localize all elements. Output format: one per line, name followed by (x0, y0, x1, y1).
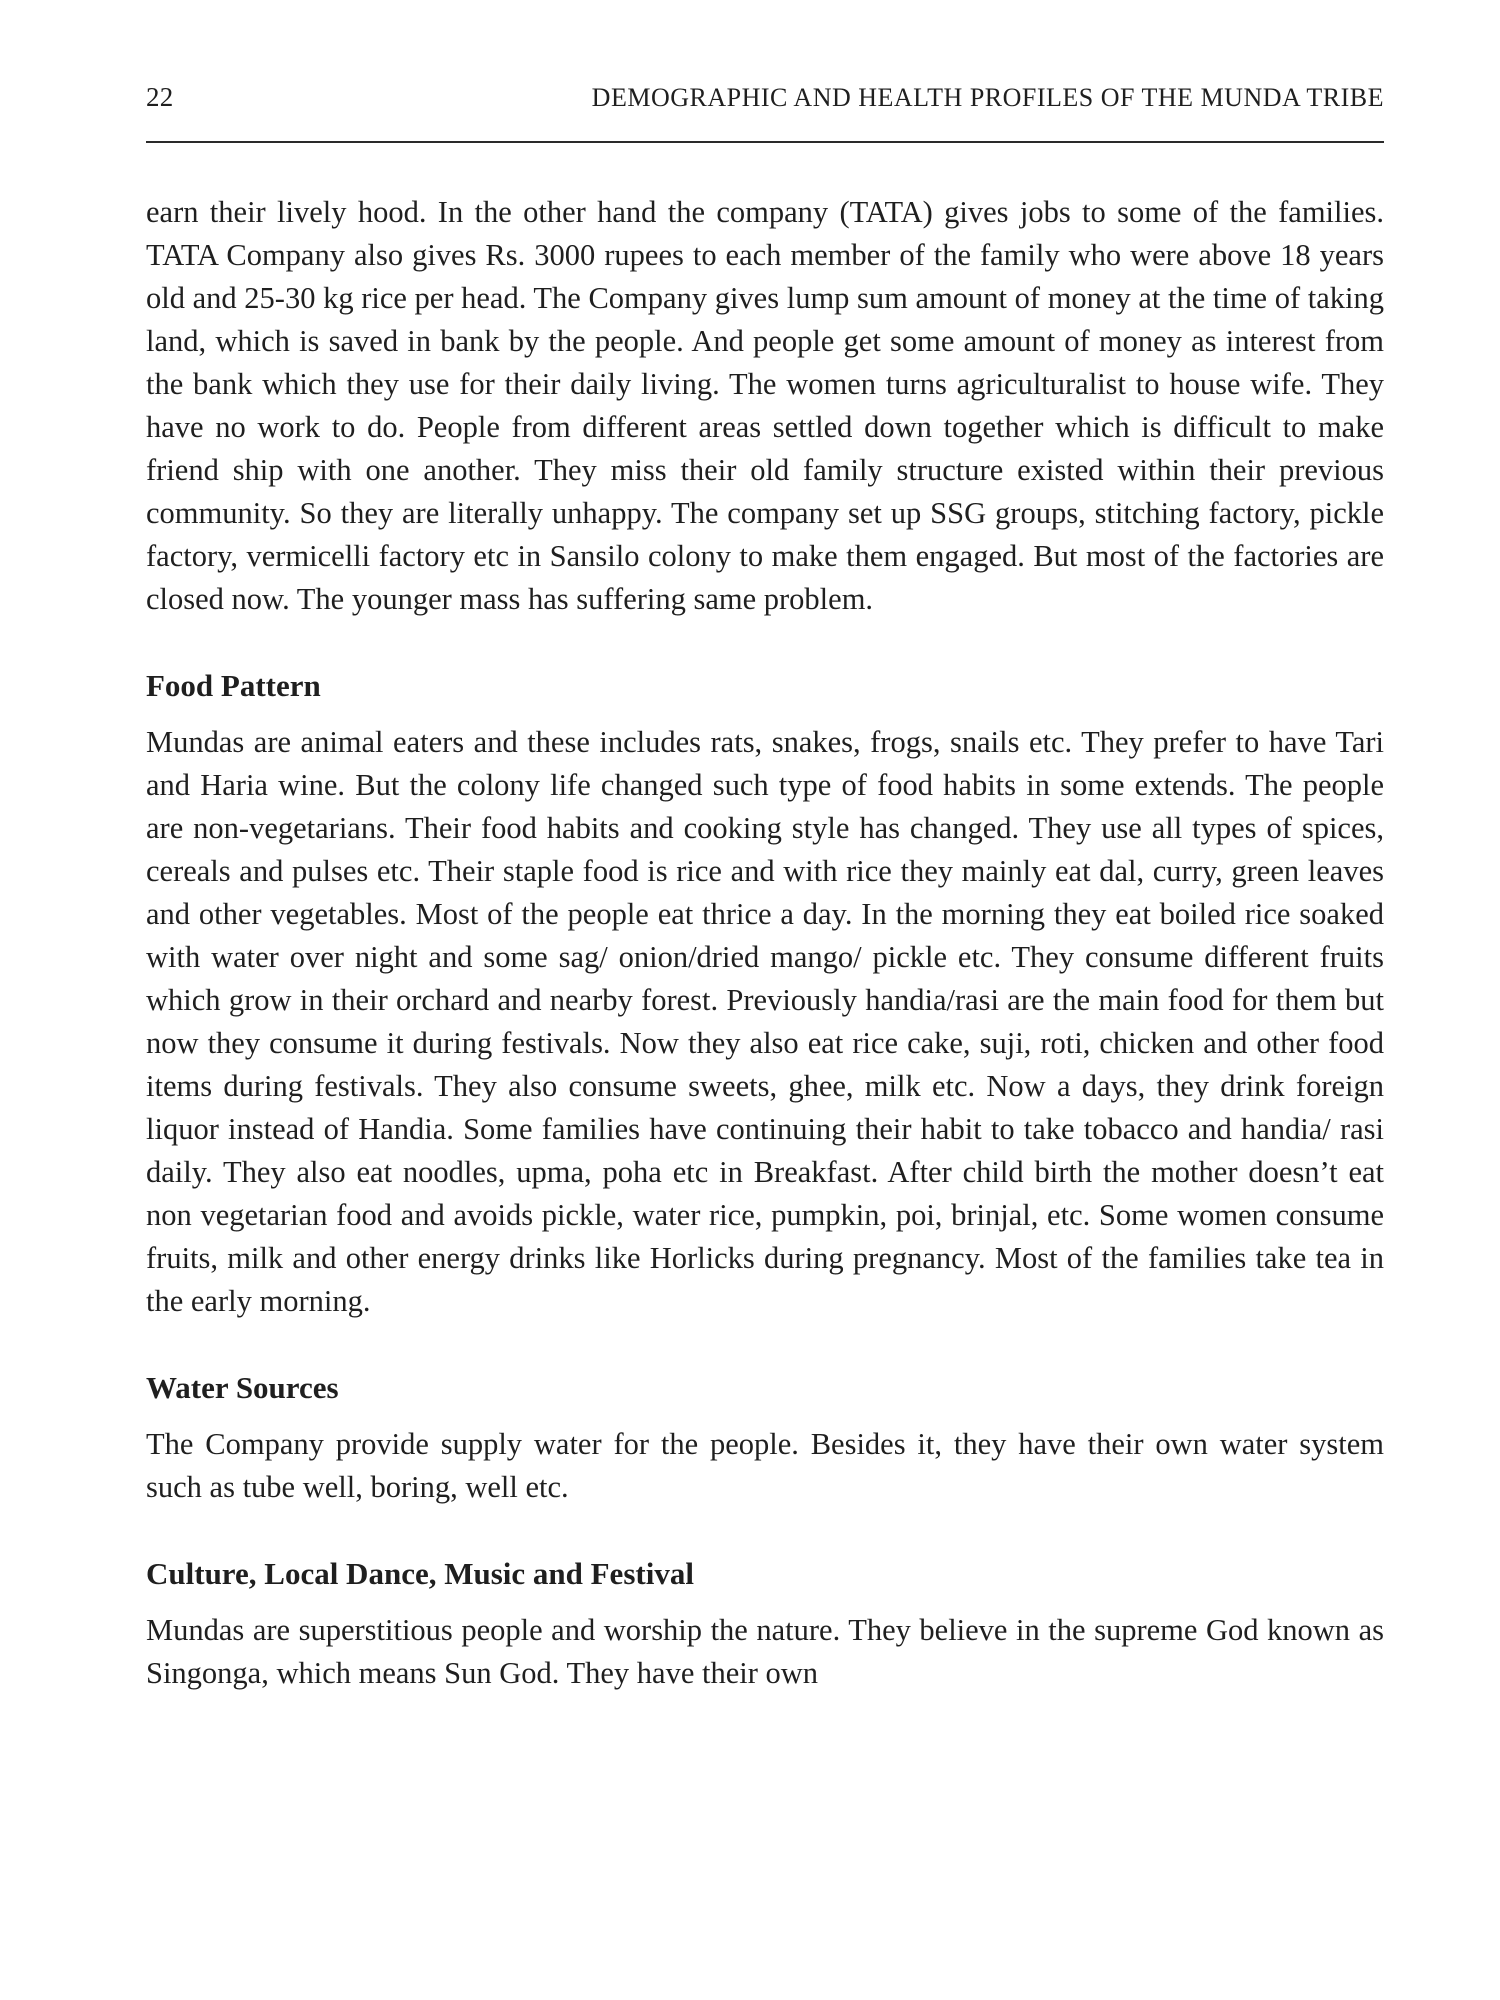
intro-paragraph: earn their lively hood. In the other hand the company (TATA) gives jobs to some of the families. TATA Company also gives Rs. 3000 rupees to each member of the family who were above 18 years old and 25-30 kg rice per head. The Company gives lump sum amount of money at the time of taking land, which is saved in bank by the people. And people get some amount of money as interest from the bank which they use for their daily living. The women turns agriculturalist to house wife. They have no work to do. People from different areas settled down together which is difficult to make friend ship with one another. They miss their old family structure existed within their previous community. So they are literally unhappy. The company set up SSG groups, stitching factory, pickle factory, vermicelli factory etc in Sansilo colony to make them engaged. But most of the factories are closed now. The younger mass has suffering same problem. (146, 195, 1384, 616)
page-number: 22 (146, 82, 174, 112)
running-header (146, 82, 1384, 143)
culture-paragraph: Mundas are superstitious people and worship the nature. They believe in the supreme God known as Singonga, which means Sun God. They have their own (146, 1613, 1384, 1690)
food-pattern-paragraph: Mundas are animal eaters and these includes rats, snakes, frogs, snails etc. They prefer to have Tari and Haria wine. But the colony life changed such type of food habits in some extends. The people are non-vegetarians. Their food habits and cooking style has changed. They use all types of spices, cereals and pulses etc. Their staple food is rice and with rice they mainly eat dal, curry, green leaves and other vegetables. Most of the people eat thrice a day. In the morning they eat boiled rice soaked with water over night and some sag/ onion/dried mango/ pickle etc. They consume different fruits which grow in their orchard and nearby forest. Previously handia/rasi are the main food for them but now they consume it during festivals. Now they also eat rice cake, suji, roti, chicken and other food items during festivals. They also consume sweets, ghee, milk etc. Now a days, they drink foreign liquor instead of Handia. Some families have continuing their habit to take tobacco and handia/ rasi daily. They also eat noodles, upma, poha etc in Breakfast. After child birth the mother doesn’t eat non vegetarian food and avoids pickle, water rice, pumpkin, poi, brinjal, etc. Some women consume fruits, milk and other energy drinks like Horlicks during pregnancy. Most of the families take tea in the early morning. (146, 725, 1384, 1318)
running-title: DEMOGRAPHIC AND HEALTH PROFILES OF THE MUNDA TRIBE (591, 83, 1384, 112)
water-sources-heading: Water Sources (146, 1370, 339, 1405)
water-sources-paragraph: The Company provide supply water for the people. Besides it, they have their own water system such as tube well, boring, well etc. (146, 1427, 1384, 1504)
book-page (146, 82, 1384, 1695)
culture-heading: Culture, Local Dance, Music and Festival (146, 1556, 694, 1591)
food-pattern-heading: Food Pattern (146, 668, 321, 703)
